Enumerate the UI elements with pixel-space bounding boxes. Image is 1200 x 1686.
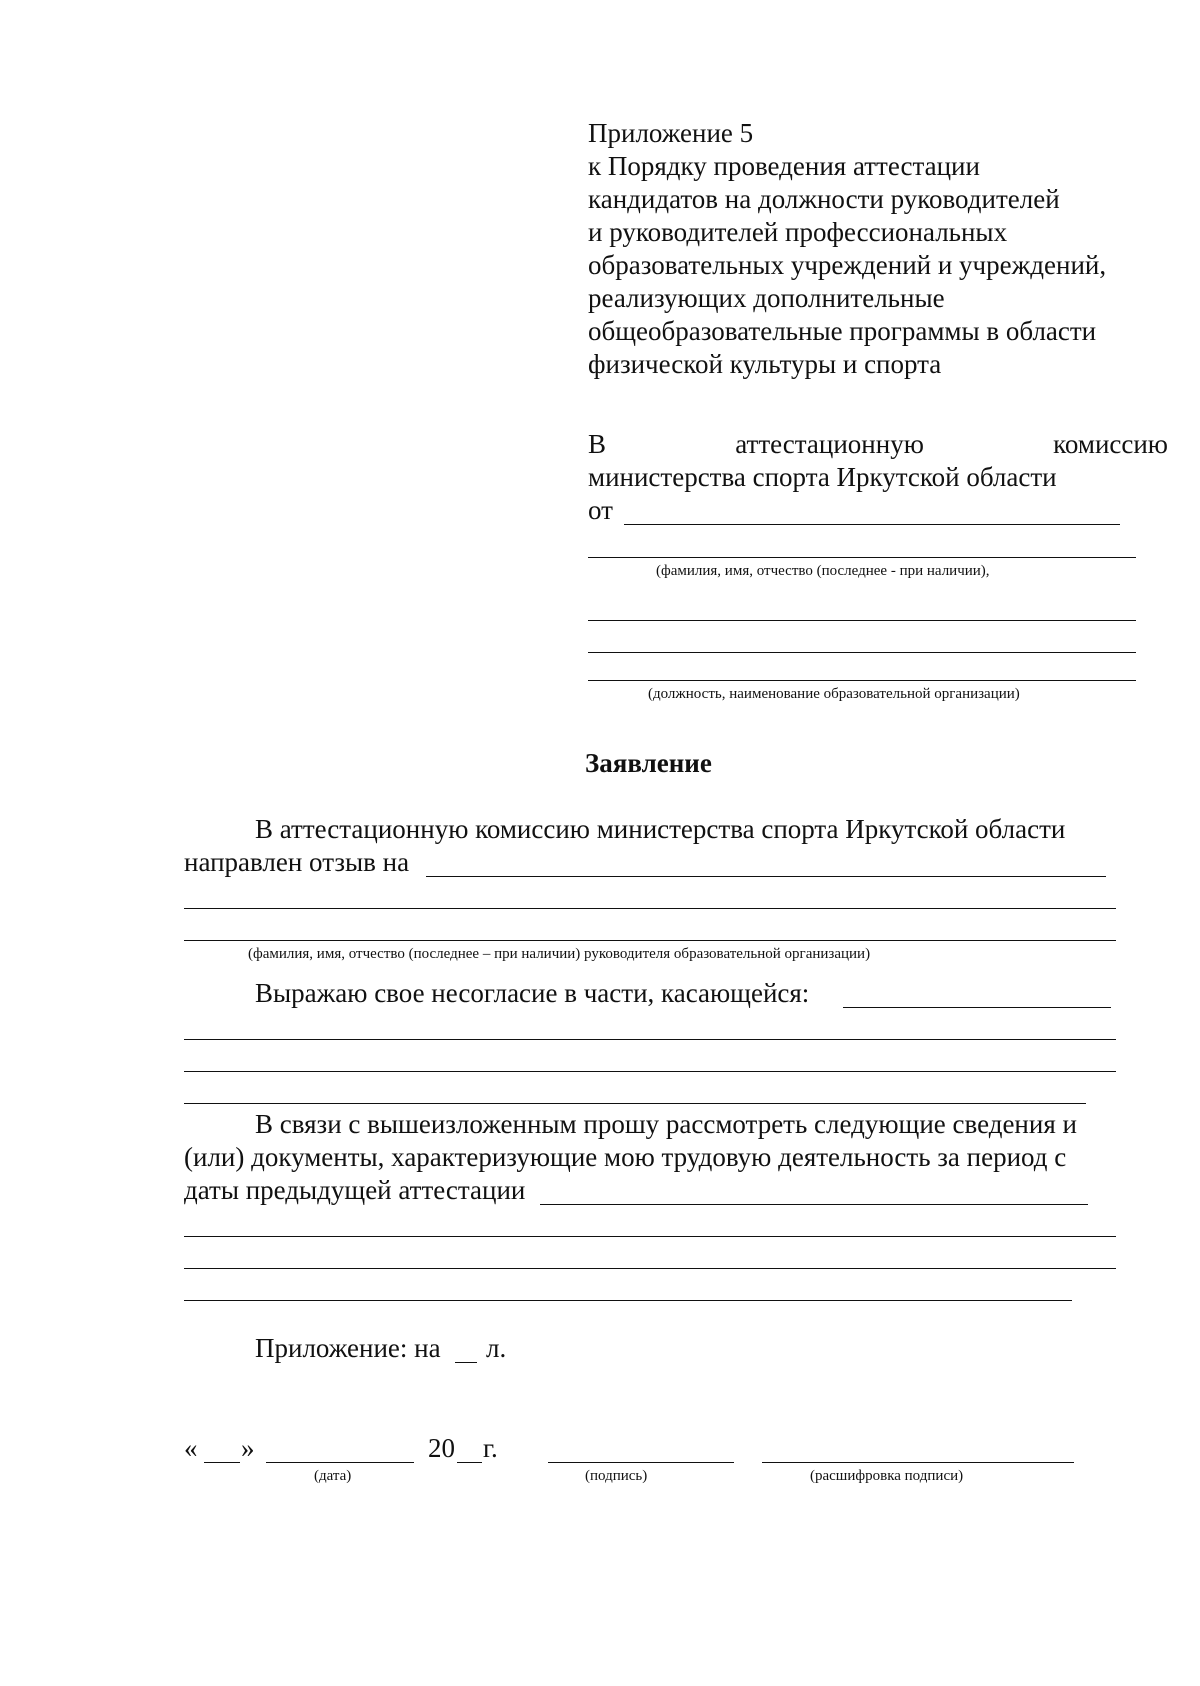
caption-full-name: (фамилия, имя, отчество (последнее - при наличии), <box>656 563 990 579</box>
disagreement-field-4[interactable] <box>184 1103 1086 1104</box>
attachment-suffix: л. <box>486 1333 507 1363</box>
documents-field-4[interactable] <box>184 1300 1072 1301</box>
paragraph-1-line-2: направлен отзыв на <box>184 847 410 877</box>
appendix-header-line: общеобразовательные программы в области <box>588 316 1097 346</box>
caption-head-name: (фамилия, имя, отчество (последнее – при наличии) руководителя образовательной организации) <box>248 946 871 962</box>
caption-signature-decoding: (расшифровка подписи) <box>810 1468 964 1484</box>
addressee-word: аттестационную <box>735 429 924 459</box>
appendix-header-line: образовательных учреждений и учреждений, <box>588 250 1107 280</box>
date-year-prefix: 20 <box>428 1433 455 1463</box>
addressee-line-1 <box>588 428 1168 461</box>
caption-position: (должность, наименование образовательной организации) <box>648 686 1020 702</box>
appendix-header-line: Приложение 5 <box>588 118 754 148</box>
date-month-field[interactable] <box>266 1462 414 1463</box>
caption-date: (дата) <box>314 1468 352 1484</box>
documents-field-2[interactable] <box>184 1236 1116 1237</box>
review-subject-field[interactable] <box>426 876 1106 877</box>
appendix-header-line: кандидатов на должности руководителей <box>588 184 1060 214</box>
document-title: Заявление <box>585 748 712 778</box>
paragraph-3-line-3: даты предыдущей аттестации <box>184 1175 526 1205</box>
from-name-field-2[interactable] <box>588 557 1136 558</box>
addressee-line-2: министерства спорта Иркутской области <box>588 462 1057 492</box>
position-field-2[interactable] <box>588 652 1136 653</box>
paragraph-3-line-2: (или) документы, характеризующие мою трудовую деятельность за период с <box>184 1142 1067 1172</box>
review-subject-field-2[interactable] <box>184 908 1116 909</box>
addressee-word: комиссию <box>1053 429 1168 459</box>
date-year-suffix: г. <box>483 1433 498 1463</box>
paragraph-2: Выражаю свое несогласие в части, касающейся: <box>255 978 810 1008</box>
caption-signature: (подпись) <box>585 1468 648 1484</box>
position-field-3[interactable] <box>588 680 1136 681</box>
documents-field[interactable] <box>540 1204 1088 1205</box>
appendix-header-line: к Порядку проведения аттестации <box>588 151 980 181</box>
position-field-1[interactable] <box>588 620 1136 621</box>
attachment-pages-field[interactable] <box>455 1362 477 1363</box>
appendix-header-line: реализующих дополнительные <box>588 283 945 313</box>
from-name-field[interactable] <box>624 524 1120 525</box>
date-day-field[interactable] <box>204 1462 240 1463</box>
date-quote-open: « <box>184 1433 198 1463</box>
signature-decoding-field[interactable] <box>762 1462 1074 1463</box>
appendix-header-line: физической культуры и спорта <box>588 349 942 379</box>
date-year-field[interactable] <box>457 1462 482 1463</box>
review-subject-field-3[interactable] <box>184 940 1116 941</box>
from-label: от <box>588 495 613 525</box>
date-quote-close: » <box>241 1433 255 1463</box>
signature-field[interactable] <box>548 1462 734 1463</box>
disagreement-field[interactable] <box>843 1007 1111 1008</box>
paragraph-1-line-1: В аттестационную комиссию министерства спорта Иркутской области <box>255 814 1066 844</box>
disagreement-field-2[interactable] <box>184 1039 1116 1040</box>
appendix-header-line: и руководителей профессиональных <box>588 217 1008 247</box>
documents-field-3[interactable] <box>184 1268 1116 1269</box>
disagreement-field-3[interactable] <box>184 1071 1116 1072</box>
attachment-label: Приложение: на <box>255 1333 441 1363</box>
addressee-word: В <box>588 429 607 459</box>
paragraph-3-line-1: В связи с вышеизложенным прошу рассмотреть следующие сведения и <box>255 1109 1077 1139</box>
